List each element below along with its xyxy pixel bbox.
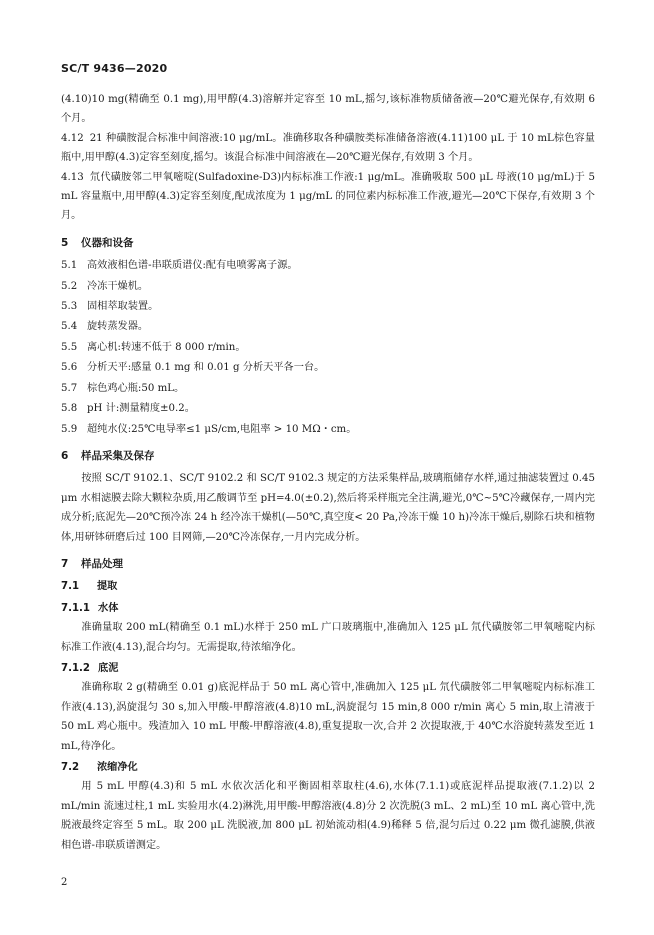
sampling-paragraph: 按照 SC/T 9102.1、SC/T 9102.2 和 SC/T 9102.3 规定的方法采集样品,玻璃瓶储存水样,通过抽滤装置过 0.45 μm 水相滤膜去除大颗粒杂质,用乙酸调节至 pH=4.0(±0.2),然后将采样瓶完全注满,避光,0℃~5℃冷藏保存,一周内完成分析;底泥先—20℃预冷冻 24 h 经冷冻干燥机(—50℃,真空度< 20 Pa,冷冻干燥 10 h)冷冻干燥后,剔除石块和植物体,用研钵研磨后过 100 目网筛,—20℃冷冻保存,一月内完成分析。: [61, 473, 595, 543]
purification-paragraph: 用 5 mL 甲醇(4.3)和 5 mL 水依次活化和平衡固相萃取柱(4.6),水体(7.1.1)或底泥样品提取液(7.1.2)以 2 mL/min 流速过柱,1 mL 实验用水(4.2)淋洗,用甲酸-甲醇溶液(4.8)分 2 次洗脱(3 mL、2 mL)至 10 mL 离心管中,洗脱液最终定容至 5 mL。取 200 μL 洗脱液,加 800 μL 初始流动相(4.9)稀释 5 倍,混匀后过 0.22 μm 微孔滤膜,供液相色谱-串联质谱测定。: [61, 781, 595, 851]
equipment-list: [61, 256, 595, 439]
clause-text: 棕色鸡心瓶:50 mL。: [87, 382, 185, 394]
clause-number: 5.7: [61, 382, 78, 394]
clause-number: 5.3: [61, 301, 78, 313]
list-item: [61, 297, 595, 316]
standard-code-header: SC/T 9436—2020: [61, 62, 168, 75]
clause-number: 5.6: [61, 362, 78, 374]
list-item: [61, 399, 595, 418]
list-item: [61, 358, 595, 377]
list-item: [61, 338, 595, 357]
section-title: 仪器和设备: [81, 236, 134, 249]
clause-number: 5.4: [61, 321, 78, 333]
section-number: 6: [61, 449, 69, 462]
list-item: [61, 256, 595, 275]
subsection-7-1-2-heading: [61, 659, 595, 678]
subsection-number: 7.2: [61, 762, 80, 773]
clause-number: 5.8: [61, 403, 78, 415]
clause-text: 氘代磺胺邻二甲氧嘧啶(Sulfadoxine-D3)内标标准工作液:1 μg/mL。准确吸取 500 μL 母液(10 μg/mL)于 5 mL 容量瓶中,用甲醇(4.3)定容至刻度,配成浓度为 1 μg/mL 的同位素内标标准工作液,避光—20℃下保存,有效期 3 个月。: [61, 171, 595, 222]
subsection-number: 7.1.1: [61, 602, 91, 614]
clause-number: 5.9: [61, 423, 78, 435]
list-item: [61, 379, 595, 398]
sediment-extraction-paragraph: 准确称取 2 g(精确至 0.01 g)底泥样品于 50 mL 离心管中,准确加入 125 μL 氘代磺胺邻二甲氧嘧啶内标标准工作液(4.13),涡旋混匀 30 s,加入甲酸-甲醇溶液(4.8)10 mL,涡旋混匀 15 min,8 000 r/min 离心 5 min,取上清液于 50 mL 鸡心瓶中。残渣加入 10 mL 甲酸-甲醇溶液(4.8),重复提取一次,合并 2 次提取液,于 40℃水浴旋转蒸发至近 1 mL,待净化。: [61, 682, 595, 752]
clause-4-12: [61, 129, 595, 168]
subsection-number: 7.1: [61, 581, 80, 593]
section-5-heading: [61, 234, 595, 253]
section-7-heading: [61, 555, 595, 574]
subsection-7-1-heading: [61, 577, 595, 596]
clause-text: pH 计:测量精度±0.2。: [87, 403, 195, 415]
subsection-7-2-heading: [61, 758, 595, 777]
clause-4-13: [61, 168, 595, 226]
section-number: 5: [61, 236, 69, 249]
clause-text: 高效液相色谱-串联质谱仪:配有电喷雾离子源。: [87, 260, 298, 272]
section-number: 7: [61, 557, 69, 570]
clause-number: 5.2: [61, 280, 78, 292]
continuation-paragraph: (4.10)10 mg(精确至 0.1 mg),用甲醇(4.3)溶解并定容至 10 mL,摇匀,该标准物质储备液—20℃避光保存,有效期 6 个月。: [61, 94, 595, 125]
subsection-title: 提取: [97, 581, 118, 593]
water-extraction-paragraph: 准确量取 200 mL(精确至 0.1 mL)水样于 250 mL 广口玻璃瓶中,准确加入 125 μL 氘代磺胺邻二甲氧嘧啶内标标准工作液(4.13),混合均匀。无需提取,待浓缩净化。: [61, 622, 595, 653]
clause-number: 4.13: [61, 171, 84, 183]
section-title: 样品采集及保存: [81, 449, 155, 462]
subsection-title: 水体: [98, 602, 119, 614]
clause-text: 超纯水仪:25℃电导率≤1 μS/cm,电阻率 > 10 MΩ・cm。: [87, 423, 357, 435]
list-item: [61, 317, 595, 336]
clause-text: 固相萃取装置。: [87, 301, 159, 313]
subsection-number: 7.1.2: [61, 662, 91, 674]
subsection-title: 底泥: [98, 662, 119, 674]
clause-number: 4.12: [61, 132, 84, 144]
clause-text: 离心机:转速不低于 8 000 r/min。: [87, 341, 246, 353]
page-number: 2: [61, 877, 68, 888]
list-item: [61, 277, 595, 296]
clause-text: 旋转蒸发器。: [87, 321, 149, 333]
clause-number: 5.1: [61, 260, 78, 272]
clause-text: 冷冻干燥机。: [87, 280, 149, 292]
document-body: [61, 90, 595, 855]
section-6-heading: [61, 447, 595, 466]
clause-text: 分析天平:感量 0.1 mg 和 0.01 g 分析天平各一台。: [87, 362, 325, 374]
clause-number: 5.5: [61, 341, 78, 353]
subsection-7-1-1-heading: [61, 599, 595, 618]
list-item: [61, 420, 595, 439]
section-title: 样品处理: [81, 557, 123, 570]
subsection-title: 浓缩净化: [97, 762, 138, 773]
clause-text: 21 种磺胺混合标准中间溶液:10 μg/mL。准确移取各种磺胺类标准储备溶液(4.11)100 μL 于 10 mL棕色容量瓶中,用甲醇(4.3)定容至刻度,摇匀。该混合标准中间溶液在—20℃避光保存,有效期 3 个月。: [61, 132, 595, 164]
